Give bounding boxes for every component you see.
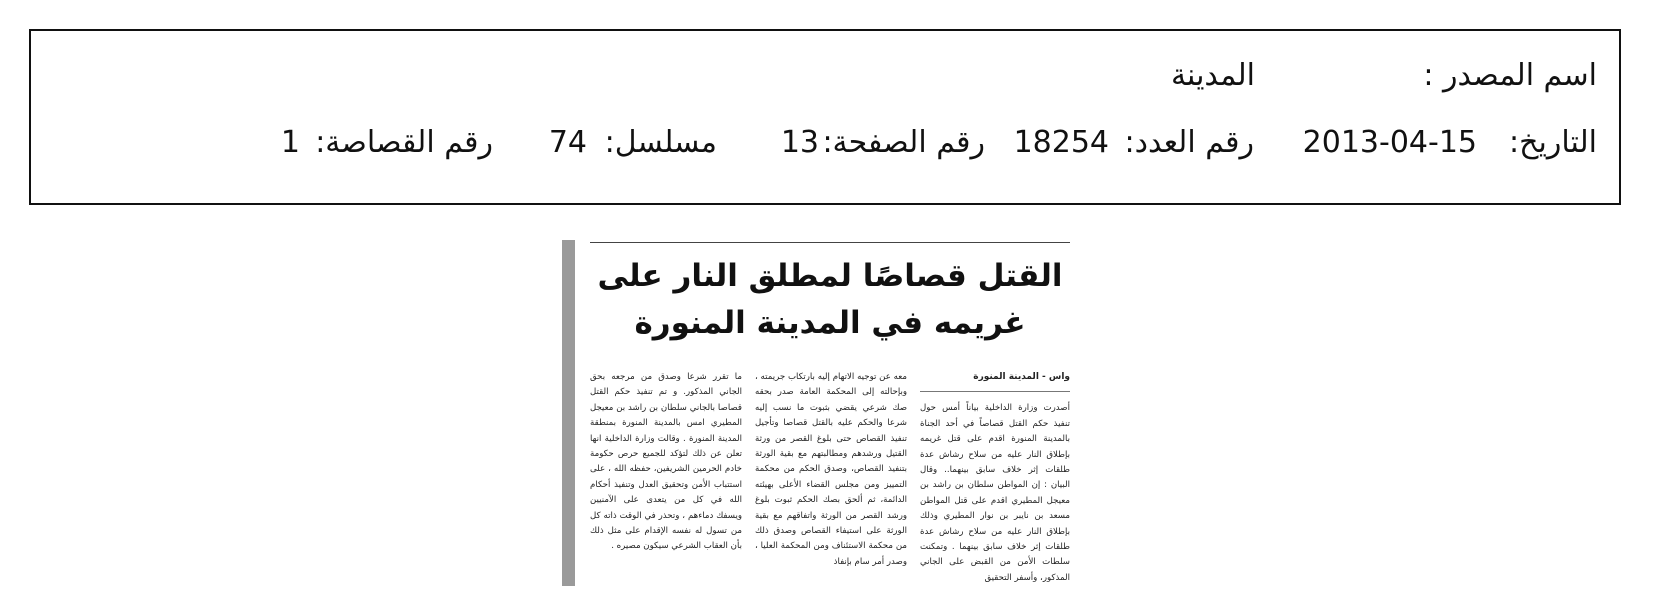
issue-value: 18254 [1013, 125, 1109, 160]
date-label: التاريخ: [1509, 125, 1597, 160]
clipping-top-rule [590, 242, 1070, 243]
byline: واس - المدينة المنورة [973, 372, 1070, 382]
article-column-1 [920, 370, 1070, 585]
source-line [31, 58, 1597, 98]
column-3-text: ما تقرر شرعا وصدق من مرجعه بحق الجاني المذكور. و تم تنفيذ حكم القتل قصاصا بالجاني سلطان بن راشد بن معيجل المطيري امس بالمدينة المنورة بمنطقة المدينة المنورة . وقالت وزارة الداخلية انها تعلن عن ذلك لتؤكد للجميع حرص حكومة خادم الحرمين الشريفين، حفظه الله ، على استتباب الأمن وتحقيق العدل وتنفيذ أحكام الله في كل من يتعدى على الآمنيين ويسفك دماءهم ، وتحذر في الوقت ذاته كل من تسول له نفسه الإقدام على مثل ذلك بأن العقاب الشرعي سيكون مصيره . [590, 372, 742, 552]
source-label: اسم المصدر : [1423, 58, 1597, 93]
details-line [31, 125, 1597, 165]
newspaper-clipping [562, 240, 1072, 586]
serial-value: 74 [548, 125, 587, 160]
source-metadata-box [29, 29, 1621, 205]
date-value: 2013-04-15 [1302, 125, 1477, 160]
issue-label: رقم العدد: [1124, 125, 1254, 160]
headline-line-2: غريمه في المدينة المنورة [634, 305, 1026, 341]
page-label: رقم الصفحة: [822, 125, 985, 160]
article-column-3 [590, 370, 742, 585]
serial-label: مسلسل: [604, 125, 717, 160]
column-1-text: أصدرت وزارة الداخلية بياناً أمس حول تنفيذ حكم القتل قصاصاً في أحد الجناة بالمدينة المنورة اقدم على قتل غريمه بإطلاق النار عليه من سلاح رشاش عدة طلقات إثر خلاف سابق بينهما.. وقال البيان : إن المواطن سلطان بن راشد بن معيجل المطيري اقدم على قتل المواطن مسعد بن نايبر بن نوار المطيري وذلك بإطلاق النار عليه من سلاح رشاش عدة طلقات إثر خلاف سابق بينهما . وتمكنت سلطات الأمن من القبض على الجاني المذكور، وأسفر التحقيق [920, 403, 1070, 583]
clipping-label: رقم القصاصة: [315, 125, 493, 160]
headline-line-1: القتل قصاصًا لمطلق النار على [597, 258, 1063, 294]
source-value: المدينة [1170, 58, 1255, 93]
byline-rule [920, 391, 1070, 392]
clipping-side-bar [562, 240, 575, 586]
page-value: 13 [780, 125, 819, 160]
column-2-text: معه عن توجيه الاتهام إليه بارتكاب جريمته ، وبإحالته إلى المحكمة العامة صدر بحقه صك شرعي يقضي بثبوت ما نسب إليه شرعا والحكم عليه بالقتل قصاصا وتأجيل تنفيذ القصاص حتى بلوغ القصر من ورثة القتيل ورشدهم ومطالبتهم مع بقية الورثة بتنفيذ القصاص، وصدق الحكم من محكمة التمييز ومن مجلس القضاء الأعلى بهيئته الدائمة، ثم ألحق بصك الحكم ثبوت بلوغ ورشد القصر من الورثة واتفاقهم مع بقية الورثة على استيفاء القصاص وصدق ذلك من محكمة الاستئناف ومن المحكمة العليا ، وصدر أمر سام بإنفاذ [755, 372, 907, 567]
clipping-value: 1 [280, 125, 300, 160]
article-column-2 [755, 370, 907, 585]
